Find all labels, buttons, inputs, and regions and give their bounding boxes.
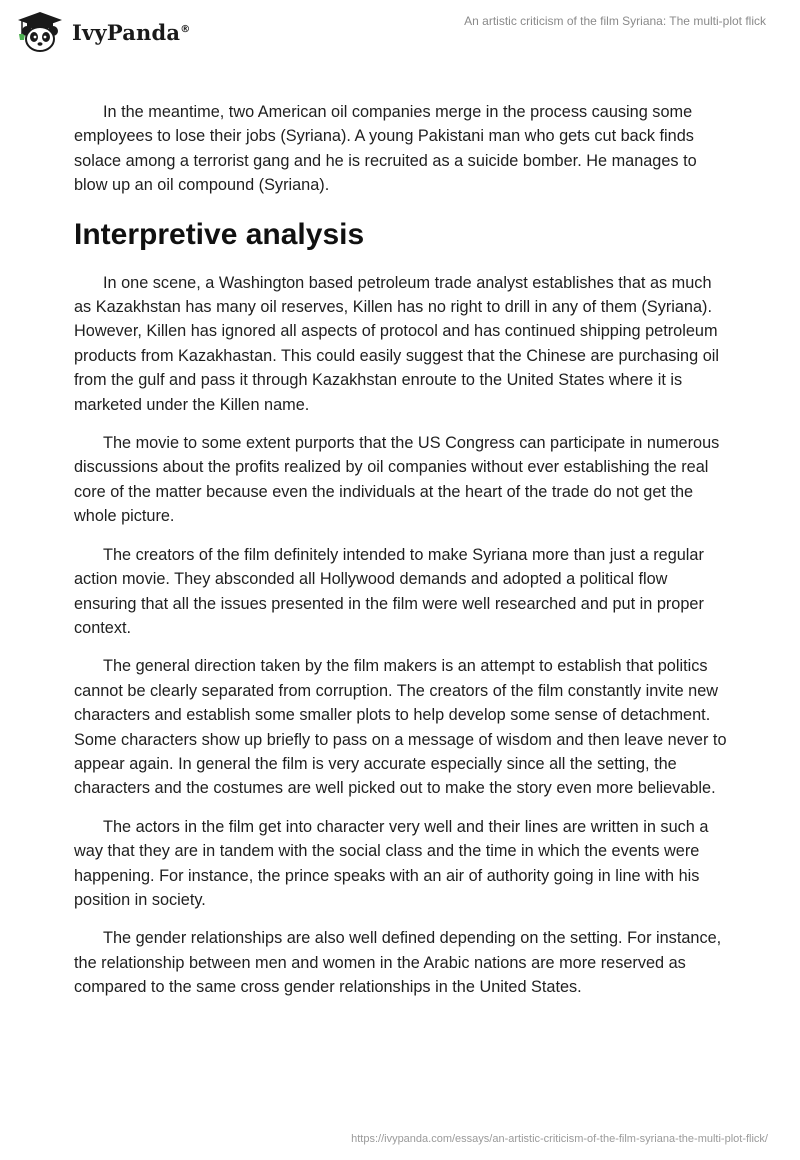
document-title: An artistic criticism of the film Syriana: The multi-plot flick: [464, 14, 766, 28]
body-paragraph: The gender relationships are also well defined depending on the setting. For instance, the relationship between men and women in the Arabic nations are more reserved as compared to the same cross gender relationships in the United States.: [74, 929, 722, 997]
body-paragraph: The creators of the film definitely intended to make Syriana more than just a regular action movie. They absconded all Hollywood demands and adopted a political flow ensuring that all the issues presented in the film were well researched and put in proper context.: [74, 545, 704, 637]
body-paragraph: In one scene, a Washington based petroleum trade analyst establishes that as much as Kazakhstan has many oil reserves, Killen has no right to drill in any of them (Syriana). However, Killen has ignored all aspects of protocol and has continued shipping petroleum products from Kazakhastan. This could easily suggest that the Chinese are purchasing oil from the gulf and pass it through Kazakhstan enroute to the United States where it is marketed under the Killen name.: [74, 273, 719, 414]
section-heading: Interpretive analysis: [74, 217, 365, 251]
ivypanda-logo[interactable]: [14, 8, 190, 56]
body-paragraph: The general direction taken by the film makers is an attempt to establish that politics cannot be clearly separated from corruption. The creators of the film constantly invite new characters and establish some smaller plots to help develop some sense of detachment. Some characters show up briefly to pass on a message of wisdom and then leave never to appear again. In general the film is very accurate especially since all the setting, the characters and the costumes are well picked out to make the story even more believable.: [74, 657, 727, 798]
essay-content: [74, 100, 730, 1014]
body-paragraph: The actors in the film get into character very well and their lines are written in such a way that they are in tandem with the social class and the time in which the events were happening. For instance, the prince speaks with an air of authority going in line with his position in society.: [74, 817, 709, 909]
source-url[interactable]: https://ivypanda.com/essays/an-artistic-criticism-of-the-film-syriana-the-multi-plot-flick/: [351, 1133, 768, 1145]
body-paragraph: The movie to some extent purports that the US Congress can participate in numerous discussions about the profits realized by oil companies without ever establishing the real core of the matter because even the individuals at the heart of the trade do not get the whole picture.: [74, 434, 720, 526]
panda-graduate-icon: [14, 10, 66, 54]
brand-name: IvyPanda®: [72, 19, 191, 45]
intro-paragraph: In the meantime, two American oil companies merge in the process causing some employees to lose their jobs (Syriana). A young Pakistani man who gets cut back finds solace among a terrorist gang and he is recruited as a suicide bomber. He manages to blow up an oil compound (Syriana).: [74, 103, 697, 195]
